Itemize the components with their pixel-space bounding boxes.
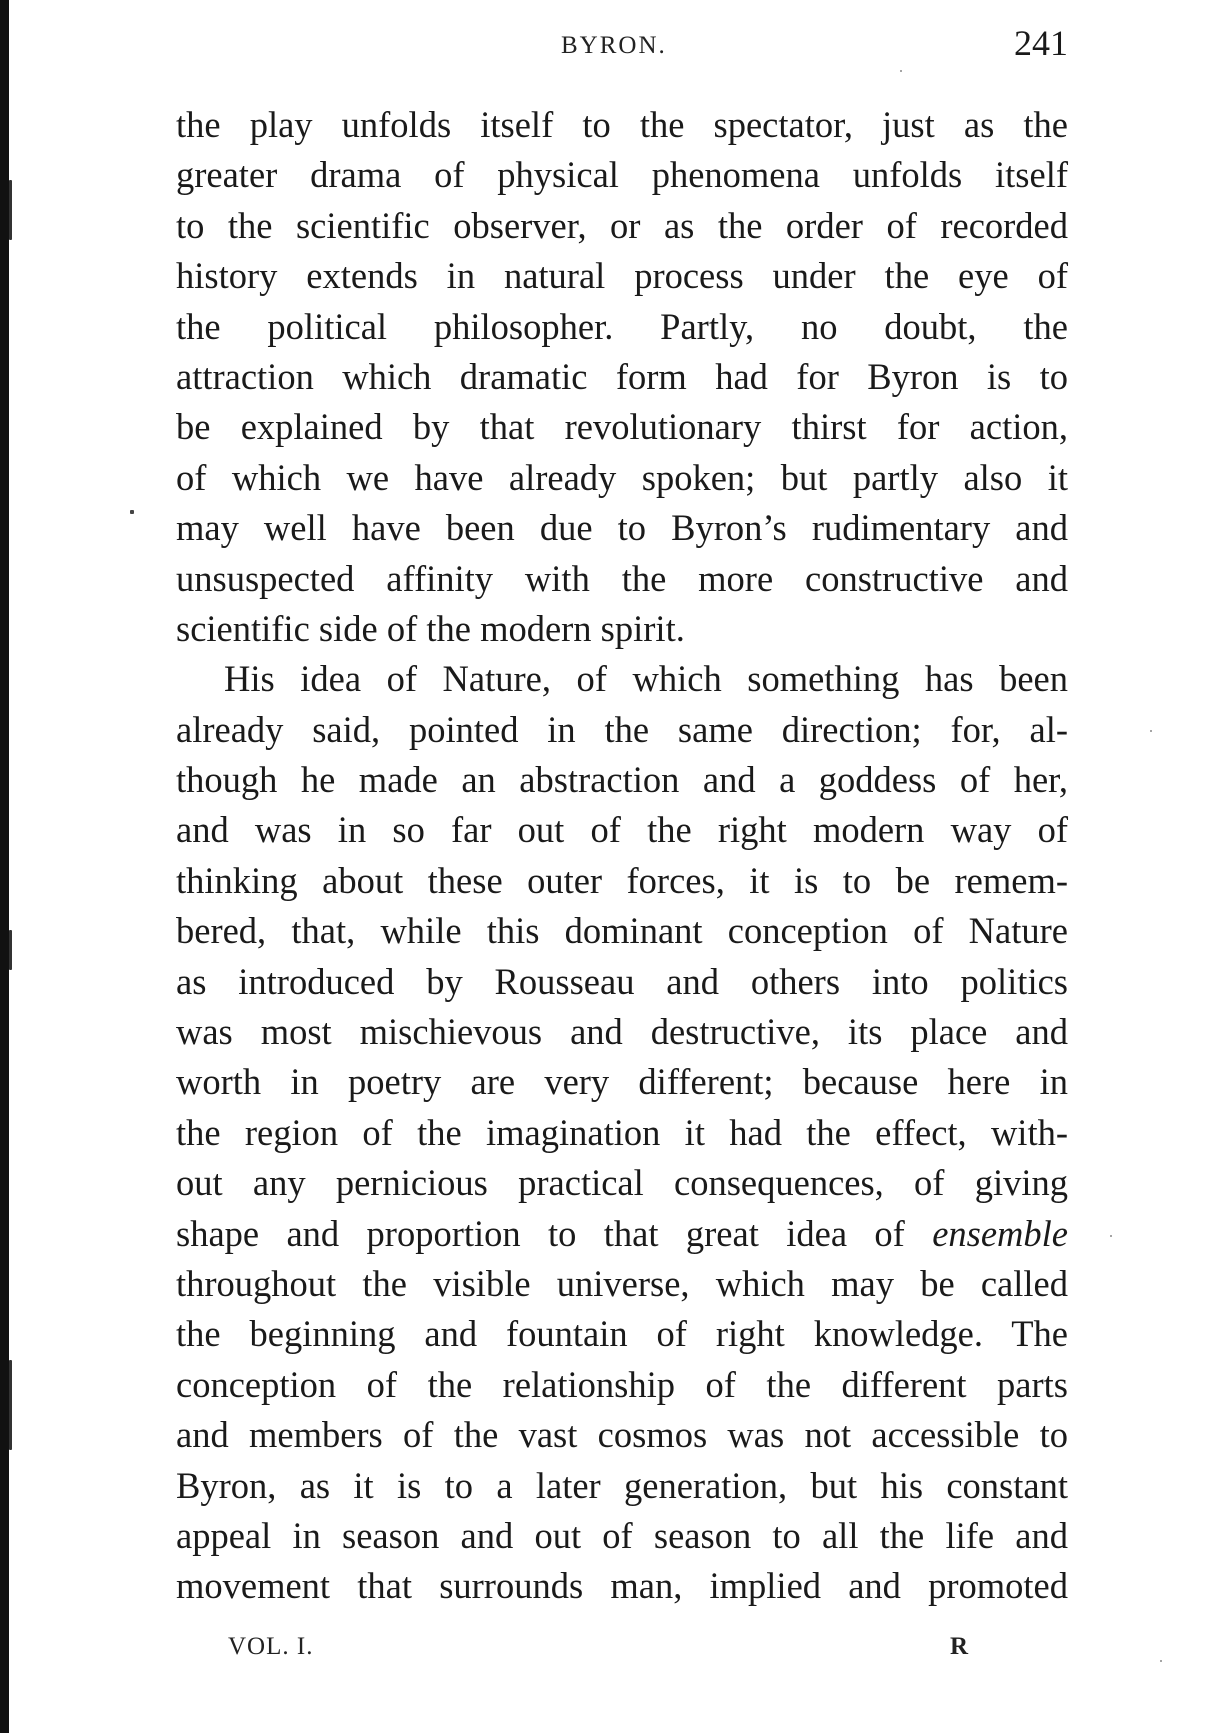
paragraph xyxy=(176,100,1068,654)
binding-edge xyxy=(0,0,9,1733)
italic-term: ensemble xyxy=(932,1212,1069,1254)
text-line: the region of the imagination it had the effect, with- xyxy=(176,1111,1068,1153)
signature-mark: R xyxy=(949,1633,968,1660)
page-footer xyxy=(228,1633,968,1669)
text-line: appeal in season and out of season to all the life and xyxy=(176,1514,1068,1556)
text-line: unsuspected affinity with the more constructive and xyxy=(176,557,1068,599)
running-head xyxy=(176,22,1068,72)
text-line: as introduced by Rousseau and others into politics xyxy=(176,960,1068,1002)
text-line: be explained by that revolutionary thirst for action, xyxy=(176,406,1068,448)
volume-label: VOL. I. xyxy=(228,1633,314,1660)
text-line: bered, that, while this dominant conception of Nature xyxy=(176,910,1068,952)
text-line: throughout the visible universe, which may be called xyxy=(176,1262,1068,1304)
text-line: worth in poetry are very different; because here in xyxy=(176,1061,1068,1103)
text-line: the political philosopher. Partly, no doubt, the xyxy=(176,305,1068,347)
text-line: and members of the vast cosmos was not accessible to xyxy=(176,1414,1068,1456)
text-line: His idea of Nature, of which something has been xyxy=(224,658,1068,700)
binding-speck xyxy=(9,180,12,240)
ink-speck xyxy=(130,510,134,514)
text-line: to the scientific observer, or as the order of recorded xyxy=(176,204,1068,246)
text-line: the beginning and fountain of right knowledge. The xyxy=(176,1313,1068,1355)
text-line: of which we have already spoken; but partly also it xyxy=(176,456,1068,498)
text-line: was most mischievous and destructive, its place and xyxy=(176,1011,1068,1053)
running-title: BYRON. xyxy=(561,32,667,59)
text-line-with-italic xyxy=(176,1209,1068,1259)
body-text xyxy=(176,100,1068,1612)
text-fragment: shape and proportion to that great idea of xyxy=(176,1212,905,1254)
text-line: the play unfolds itself to the spectator, just as the xyxy=(176,104,1068,145)
text-line: greater drama of physical phenomena unfolds itself xyxy=(176,154,1068,196)
text-line: scientific side of the modern spirit. xyxy=(176,607,685,649)
ink-speck xyxy=(1160,1660,1162,1662)
paragraph xyxy=(176,654,1068,1611)
text-line: Byron, as it is to a later generation, but his constant xyxy=(176,1464,1068,1506)
text-line: though he made an abstraction and a goddess of her, xyxy=(176,759,1068,801)
text-line: and was in so far out of the right modern way of xyxy=(176,809,1068,851)
ink-speck xyxy=(1110,1235,1112,1237)
page-number: 241 xyxy=(1014,23,1068,63)
ink-speck xyxy=(1150,730,1152,732)
text-line: out any pernicious practical consequences, of giving xyxy=(176,1162,1068,1204)
text-line: thinking about these outer forces, it is to be remem- xyxy=(176,859,1068,901)
text-line: conception of the relationship of the different parts xyxy=(176,1363,1068,1405)
text-line: movement that surrounds man, implied and promoted xyxy=(176,1565,1068,1607)
binding-speck xyxy=(9,930,12,970)
text-line: attraction which dramatic form had for Byron is to xyxy=(176,355,1068,397)
text-line: may well have been due to Byron’s rudimentary and xyxy=(176,507,1068,549)
text-line: history extends in natural process under the eye of xyxy=(176,255,1068,297)
binding-speck xyxy=(9,1360,12,1450)
text-line: already said, pointed in the same direction; for, al- xyxy=(176,708,1068,750)
ink-speck xyxy=(900,70,902,72)
